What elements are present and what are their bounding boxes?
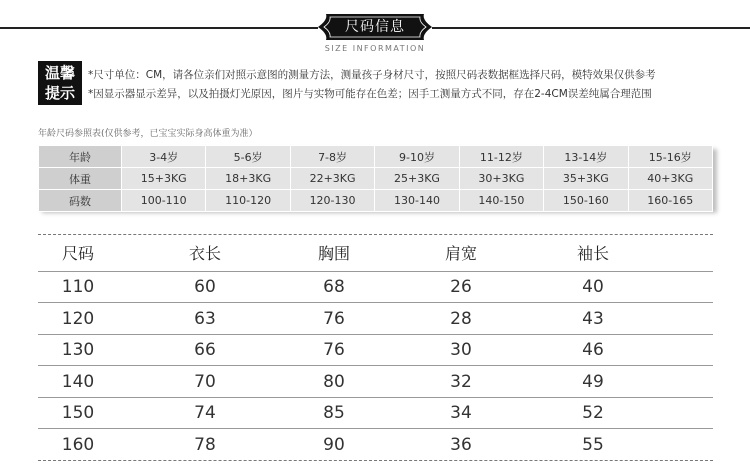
- size-table-row: [38, 367, 713, 398]
- age-table-cell: 3-4岁: [122, 146, 206, 168]
- age-table-cell: 110-120: [206, 190, 290, 212]
- tips-label-line2: 提示: [44, 84, 75, 102]
- tip-text-1: *尺寸单位：CM，请各位亲们对照示意图的测量方法，测量孩子身材尺寸，按照尺码表数据框选择尺码，模特效果仅供参考: [88, 69, 656, 81]
- size-table-row: [38, 304, 713, 335]
- age-table-cell: 18+3KG: [206, 168, 290, 190]
- size-table-cell: 34: [450, 403, 472, 423]
- size-table-header-cell: 胸围: [317, 244, 350, 263]
- size-table-cell: 76: [323, 308, 345, 329]
- size-table-cell: 70: [194, 371, 216, 392]
- age-table-cell: 9-10岁: [375, 146, 459, 168]
- size-table-cell: 43: [582, 308, 604, 329]
- page-title: 尺码信息: [345, 19, 405, 35]
- size-table-top-rule: [38, 234, 713, 235]
- age-table-row: [39, 168, 713, 190]
- age-table-row: [39, 190, 713, 212]
- size-table-cell: 63: [194, 308, 216, 329]
- age-table-cell: 11-12岁: [459, 146, 543, 168]
- age-table-cell: 25+3KG: [375, 168, 459, 190]
- size-table-cell: 30: [450, 340, 472, 360]
- tips-label-line1: 温馨: [44, 64, 75, 82]
- age-table-cell: 100-110: [122, 190, 206, 212]
- age-table-cell: 15-16岁: [628, 146, 712, 168]
- age-table-cell: 7-8岁: [290, 146, 374, 168]
- size-table-cell: 28: [450, 308, 472, 329]
- size-table-cell: 68: [323, 277, 345, 297]
- size-table-cell: 76: [323, 340, 345, 360]
- age-table-caption: 年龄尺码参照表(仅供参考，已宝宝实际身高体重为准）: [38, 129, 258, 139]
- age-table-cell: 30+3KG: [459, 168, 543, 190]
- size-table-cell: 66: [194, 340, 216, 360]
- page-subtitle: SIZE INFORMATION: [324, 44, 426, 53]
- size-table-cell: 160: [61, 434, 95, 455]
- size-table-cell: 78: [194, 434, 216, 455]
- size-table-row: [38, 272, 713, 303]
- size-table-row: [38, 430, 713, 461]
- size-table-row: [38, 335, 713, 366]
- age-table-cell: 40+3KG: [628, 168, 712, 190]
- size-table-cell: 110: [61, 277, 95, 297]
- age-table-row: [39, 146, 713, 168]
- size-table-cell: 26: [450, 277, 472, 297]
- age-table-row-label: 码数: [39, 190, 122, 212]
- age-table-cell: 140-150: [459, 190, 543, 212]
- size-table-cell: 130: [61, 340, 95, 360]
- size-table-cell: 49: [582, 371, 604, 392]
- size-table-cell: 36: [450, 434, 472, 455]
- size-table-header-cell: 袖长: [576, 244, 609, 263]
- size-table-cell: 74: [194, 403, 216, 423]
- size-table-row: [38, 398, 713, 429]
- age-table-cell: 130-140: [375, 190, 459, 212]
- size-table-cell: 140: [61, 371, 95, 392]
- age-table-cell: 13-14岁: [544, 146, 628, 168]
- age-table-row-label: 年龄: [39, 146, 122, 168]
- size-table-cell: 60: [194, 277, 216, 297]
- row-divider: [38, 460, 713, 461]
- age-table-cell: 22+3KG: [290, 168, 374, 190]
- size-table-header: [38, 236, 713, 272]
- size-table-cell: 52: [582, 403, 604, 423]
- size-table-header-cell: 衣长: [188, 244, 221, 263]
- age-table-cell: 35+3KG: [544, 168, 628, 190]
- tips-label: [38, 61, 82, 105]
- age-table-cell: 160-165: [628, 190, 712, 212]
- size-table-cell: 80: [323, 371, 345, 392]
- size-table-header-cell: 肩宽: [444, 244, 477, 263]
- age-table-cell: 15+3KG: [122, 168, 206, 190]
- size-table-header-cell: 尺码: [61, 244, 94, 263]
- age-table-cell: 120-130: [290, 190, 374, 212]
- size-table-cell: 85: [323, 403, 345, 423]
- header-rule-left: [0, 27, 318, 29]
- tip-text-2: *因显示器显示差异，以及拍摄灯光原因，图片与实物可能存在色差；因手工测量方式不同，存在2-4CM误差纯属合理范围: [88, 88, 652, 100]
- age-table-cell: 5-6岁: [206, 146, 290, 168]
- size-table-cell: 150: [61, 403, 95, 423]
- size-table-cell: 90: [323, 434, 345, 455]
- size-table-cell: 32: [450, 371, 472, 392]
- header-rule-right: [432, 27, 750, 29]
- age-table-row-label: 体重: [39, 168, 122, 190]
- age-table-cell: 150-160: [544, 190, 628, 212]
- size-table-cell: 120: [61, 308, 95, 329]
- size-table-cell: 40: [582, 277, 604, 297]
- size-table-cell: 46: [582, 340, 604, 360]
- header-badge: [318, 14, 432, 40]
- size-table-cell: 55: [582, 434, 604, 455]
- age-table: [38, 145, 713, 209]
